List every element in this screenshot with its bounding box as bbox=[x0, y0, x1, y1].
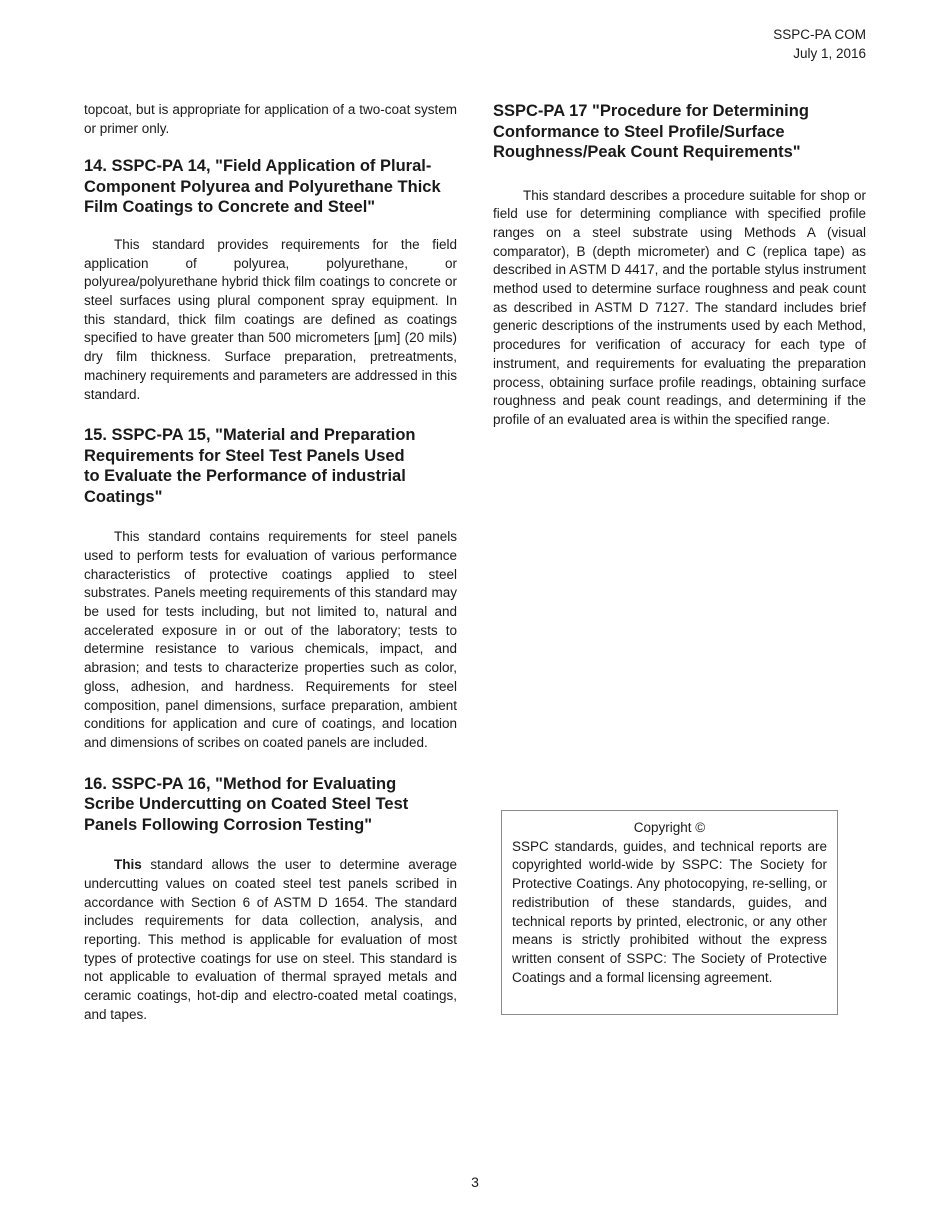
continuation-paragraph: topcoat, but is appropriate for application of a two-coat system or primer only. bbox=[84, 102, 457, 136]
section-16-body bbox=[84, 856, 457, 1024]
section-17-heading: SSPC-PA 17 "Procedure for Determining Conformance to Steel Profile/Surface Roughness/Peak Count Requirements" bbox=[493, 102, 809, 161]
right-column bbox=[493, 101, 866, 430]
section-15-heading-line: Requirements for Steel Test Panels Used bbox=[84, 446, 405, 465]
left-column bbox=[84, 101, 457, 1025]
section-16-heading bbox=[84, 774, 457, 836]
page-number: 3 bbox=[471, 1174, 479, 1190]
section-17-body: This standard describes a procedure suitable for shop or field use for determining compliance with specified profile ranges on a steel substrate using Methods A (visual comparator), B (depth micrometer) and C (replica tape) as described in ASTM D 4417, and the portable stylus instrument method used to determine surface roughness and peak count as described in ASTM D 7127. The standard includes brief generic descriptions of the instruments used by each Method, procedures for verification of accuracy for each type of instrument, and requirements for evaluating the preparation process, obtaining surface profile readings, obtaining surface roughness and peak count readings, and determining if the profile of an evaluated area is within the specified range. bbox=[493, 187, 866, 427]
section-16-heading-line: Panels Following Corrosion Testing" bbox=[84, 815, 373, 834]
section-14-heading: 14. SSPC-PA 14, "Field Application of Plural-Component Polyurea and Polyurethane Thick Film Coatings to Concrete and Steel" bbox=[84, 157, 441, 217]
document-date: July 1, 2016 bbox=[793, 46, 866, 61]
section-14-body: This standard provides requirements for the field application of polyurea, polyurethane, or polyurea/polyurethane hybrid thick film coatings to concrete or steel surfaces using plural component spray equipment. In this standard, thick film coatings are defined as coatings specified to have greater than 500 micrometers [μm] (20 mils) dry film thickness. Surface preparation, pretreatments, machinery requirements and parameters are addressed in this standard. bbox=[84, 236, 457, 402]
section-16-body-text: standard allows the user to determine average undercutting values on coated steel test panels scribed in accordance with Section 6 of ASTM D 1654. The standard includes requirements for data collection, analysis, and reporting. This method is applicable for evaluation of most types of protective coatings for use on steel. This standard is not applicable to evaluation of thermal sprayed metals and ceramic coatings, hot-dip and electro-coated metal coatings, and tapes. bbox=[84, 857, 457, 1022]
copyright-title: Copyright © bbox=[633, 820, 706, 835]
section-15-heading bbox=[84, 425, 457, 507]
document-code: SSPC-PA COM bbox=[773, 27, 866, 42]
copyright-text: SSPC standards, guides, and technical reports are copyrighted world-wide by SSPC: The Society for Protective Coatings. Any photocopying, re-selling, or redistribution of these standards, guides, and technical reports by printed, electronic, or any other means is strictly prohibited without the express written consent of SSPC: The Society of Protective Coatings and a formal licensing agreement. bbox=[512, 838, 827, 985]
section-16-heading-line: Scribe Undercutting on Coated Steel Test bbox=[84, 795, 409, 814]
section-15-heading-line: Coatings" bbox=[84, 487, 163, 506]
section-15-body: This standard contains requirements for steel panels used to perform tests for evaluation of various performance characteristics of protective coatings applied to steel substrates. Panels meeting requirements of this standard may be used for tests including, but not limited to, natural and accelerated exposure in or out of the laboratory; tests to determine resistance to various chemicals, impact, and abrasion; and tests to characterize properties such as color, gloss, adhesion, and hardness. Requirements for steel composition, panel dimensions, surface preparation, ambient conditions for application and cure of coatings, and location and dimensions of scribes on coated panels are included. bbox=[84, 529, 457, 750]
section-15-heading-line: to Evaluate the Performance of industrial bbox=[84, 467, 406, 486]
section-16-body-lead: This bbox=[114, 857, 142, 873]
section-16-heading-line: 16. SSPC-PA 16, "Method for Evaluating bbox=[84, 774, 397, 793]
running-header bbox=[773, 25, 866, 63]
section-15-heading-line: 15. SSPC-PA 15, "Material and Preparation bbox=[84, 426, 416, 445]
copyright-notice-box bbox=[501, 810, 838, 1015]
